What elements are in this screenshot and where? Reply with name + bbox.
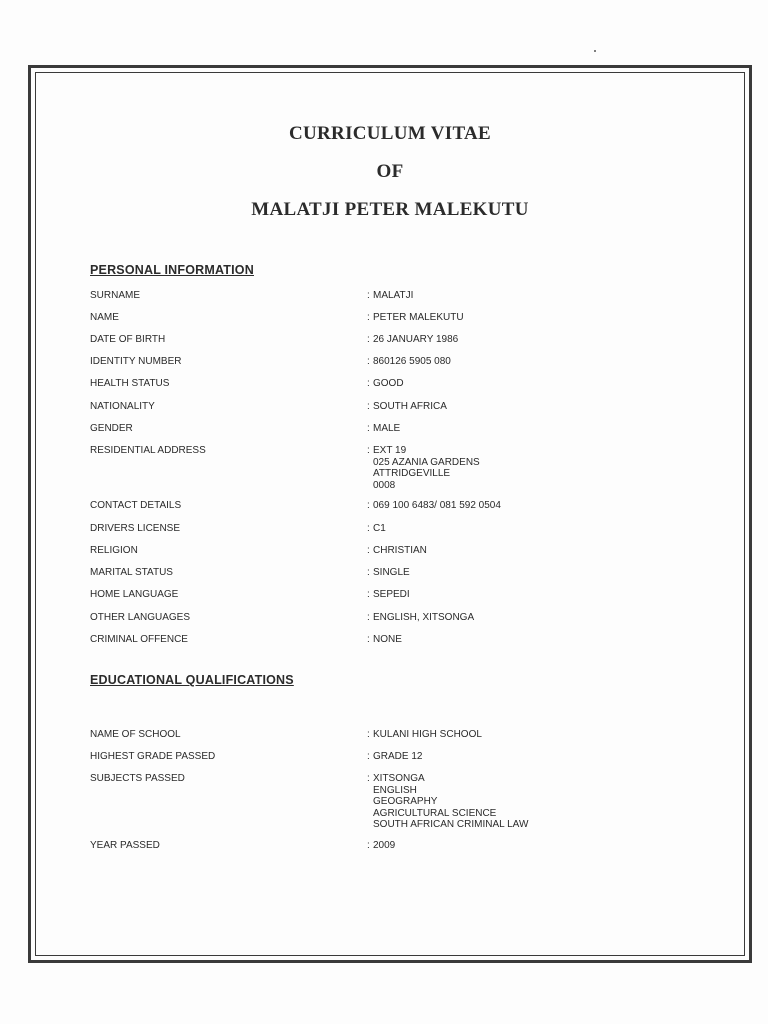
field-value	[373, 729, 482, 741]
field-value-line: ENGLISH, XITSONGA	[373, 612, 475, 623]
field-label: RELIGION	[90, 545, 138, 556]
field-label: RESIDENTIAL ADDRESS	[90, 445, 206, 456]
field-label: NAME	[90, 312, 119, 323]
field-value	[373, 773, 528, 831]
field-value-line: SOUTH AFRICA	[373, 401, 447, 412]
document-title-name: MALATJI PETER MALEKUTU	[251, 199, 529, 220]
field-value-line: SOUTH AFRICAN CRIMINAL LAW	[373, 819, 529, 830]
field-separator: :	[367, 445, 370, 456]
field-separator: :	[367, 334, 370, 345]
field-value-line: 069 100 6483/ 081 592 0504	[373, 500, 501, 511]
field-label: NAME OF SCHOOL	[90, 729, 181, 740]
educational-qualifications-heading: EDUCATIONAL QUALIFICATIONS	[90, 673, 294, 687]
field-label: DATE OF BIRTH	[90, 334, 166, 345]
field-label: CONTACT DETAILS	[90, 500, 182, 511]
field-value-line: KULANI HIGH SCHOOL	[373, 729, 482, 740]
field-separator: :	[367, 612, 370, 623]
field-label: SUBJECTS PASSED	[90, 773, 185, 784]
field-separator: :	[367, 589, 370, 600]
field-value-line: EXT 19	[373, 445, 407, 456]
field-separator: :	[367, 401, 370, 412]
field-label: SURNAME	[90, 290, 141, 301]
field-value	[373, 290, 413, 302]
field-label: DRIVERS LICENSE	[90, 523, 181, 534]
field-value-line: ENGLISH	[373, 784, 417, 796]
field-separator: :	[367, 634, 370, 645]
field-label: OTHER LANGUAGES	[90, 612, 191, 623]
field-separator: :	[367, 290, 370, 301]
field-label: YEAR PASSED	[90, 840, 160, 851]
field-value	[373, 500, 501, 512]
field-value-line: SEPEDI	[373, 589, 410, 600]
field-separator: :	[367, 840, 370, 851]
personal-information-heading: PERSONAL INFORMATION	[90, 263, 254, 277]
field-label: GENDER	[90, 423, 133, 434]
field-value	[373, 840, 395, 852]
field-separator: :	[367, 500, 370, 511]
field-value	[373, 423, 400, 435]
field-separator: :	[367, 312, 370, 323]
scan-speck	[594, 50, 596, 52]
field-value	[373, 356, 451, 368]
field-value-line: PETER MALEKUTU	[373, 312, 464, 323]
field-value	[373, 523, 386, 535]
field-value-line: GOOD	[373, 378, 404, 389]
field-value	[373, 567, 410, 579]
document-title-of: OF	[376, 161, 404, 182]
field-value-line: 2009	[373, 840, 396, 851]
field-value	[373, 545, 427, 557]
field-value	[373, 401, 447, 413]
field-value	[373, 634, 402, 646]
field-separator: :	[367, 356, 370, 367]
field-value-line: 26 JANUARY 1986	[373, 334, 459, 345]
field-separator: :	[367, 545, 370, 556]
field-separator: :	[367, 378, 370, 389]
field-value-line: MALATJI	[373, 290, 414, 301]
field-separator: :	[367, 423, 370, 434]
field-value	[373, 445, 480, 491]
field-separator: :	[367, 751, 370, 762]
field-separator: :	[367, 567, 370, 578]
field-label: IDENTITY NUMBER	[90, 356, 182, 367]
field-value	[373, 334, 458, 346]
field-value-line: GRADE 12	[373, 751, 423, 762]
field-label: MARITAL STATUS	[90, 567, 173, 578]
field-value-line: 025 AZANIA GARDENS	[373, 456, 480, 468]
field-value-line: SINGLE	[373, 567, 410, 578]
field-label: HIGHEST GRADE PASSED	[90, 751, 216, 762]
field-separator: :	[367, 523, 370, 534]
field-value-line: CHRISTIAN	[373, 545, 427, 556]
field-value-line: 860126 5905 080	[373, 356, 451, 367]
field-value	[373, 312, 464, 324]
field-value-line: C1	[373, 523, 386, 534]
document-title: CURRICULUM VITAE	[288, 123, 492, 144]
field-value	[373, 612, 474, 624]
field-value-line: 0008	[373, 479, 396, 491]
field-label: HEALTH STATUS	[90, 378, 170, 389]
field-value-line: MALE	[373, 423, 401, 434]
field-label: NATIONALITY	[90, 401, 155, 412]
field-label: CRIMINAL OFFENCE	[90, 634, 188, 645]
field-value-line: AGRICULTURAL SCIENCE	[373, 807, 497, 819]
field-value	[373, 751, 422, 763]
field-value-line: NONE	[373, 634, 402, 645]
field-value-line: XITSONGA	[373, 773, 425, 784]
field-value	[373, 378, 404, 390]
field-separator: :	[367, 729, 370, 740]
field-label: HOME LANGUAGE	[90, 589, 179, 600]
field-value-line: ATTRIDGEVILLE	[373, 468, 451, 479]
field-value-line: GEOGRAPHY	[373, 796, 438, 807]
field-value	[373, 589, 410, 601]
field-separator: :	[367, 773, 370, 784]
